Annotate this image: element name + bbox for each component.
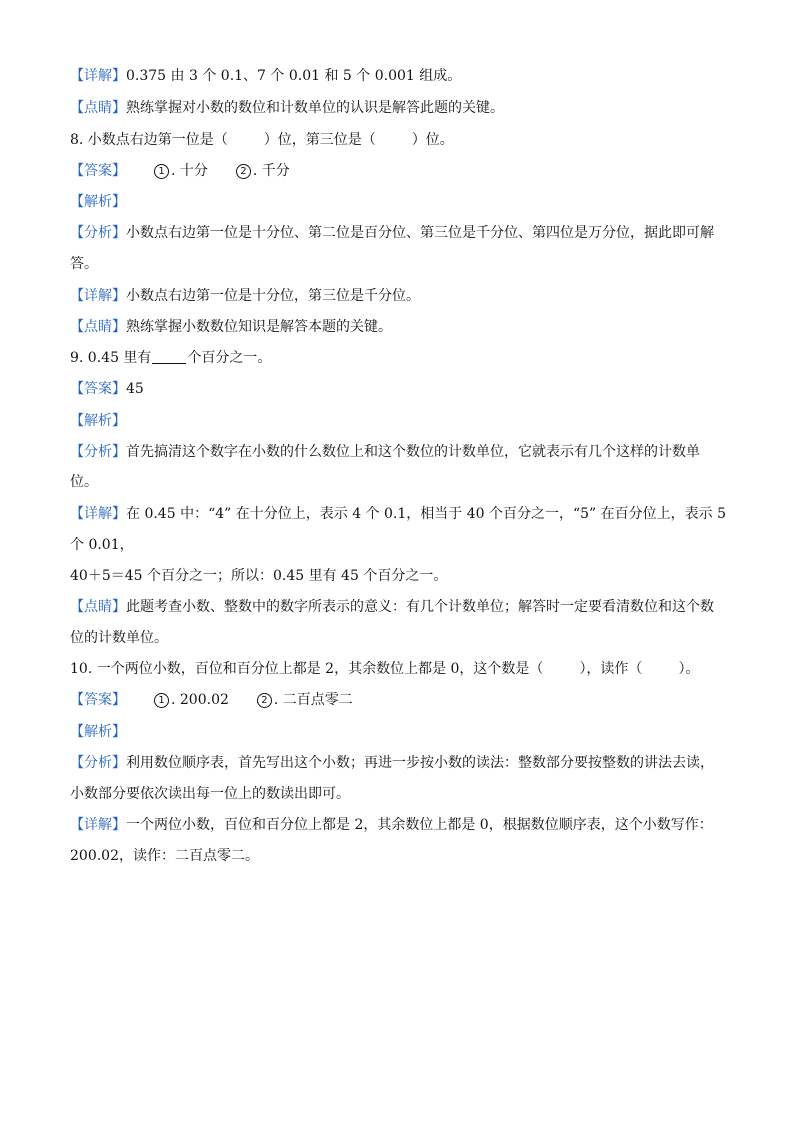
analysis-tag: 【解析】 [70,194,126,210]
q9-answer-line [70,379,730,399]
comment-text: 位的计数单位。 [70,630,168,646]
answer-item-2: 2 . 千分 [236,161,290,181]
detail-text: 个 0.01， [70,537,134,553]
circled-number-icon: 1 [154,693,169,708]
analysis-tag: 【解析】 [70,413,126,429]
breakdown-tag: 【分析】 [70,755,126,771]
q10-detail-line-1 [70,815,730,835]
q10-breakdown-line-2 [70,784,730,804]
breakdown-text: 位。 [70,474,98,490]
q8-text-c: ）位。 [411,132,454,148]
q9-breakdown-line-1 [70,442,730,462]
answer-text: 45 [126,381,144,397]
comment-text: 熟练掌握对小数的数位和计数单位的认识是解答此题的关键。 [126,100,504,116]
q9-text-a: 9. 0.45 里有 [70,350,152,366]
detail-tag: 【详解】 [70,68,126,84]
breakdown-text: 小数部分要依次读出每一位上的数读出即可。 [70,786,350,802]
q9-breakdown-line-2 [70,472,730,492]
detail-line [70,66,730,86]
q8-comment-line [70,317,730,337]
comment-text: 熟练掌握小数数位知识是解答本题的关键。 [126,319,392,335]
q10-answer-line [70,690,730,710]
q10-analysis-line [70,722,730,742]
q9-analysis-line [70,411,730,431]
breakdown-text: 小数点右边第一位是十分位、第二位是百分位、第三位是千分位、第四位是万分位，据此即可解 [126,225,714,241]
q9-text-b: 个百分之一。 [187,350,272,366]
q10-breakdown-line-1 [70,753,730,773]
question-10 [70,659,730,679]
circled-number-icon: 1 [154,164,169,179]
q10-detail-line-2 [70,846,730,866]
detail-tag: 【详解】 [70,817,126,833]
breakdown-text: 首先搞清这个数字在小数的什么数位上和这个数位的计数单位，它就表示有几个这样的计数单 [126,444,700,460]
q9-detail-line-3 [70,566,730,586]
analysis-tag: 【解析】 [70,724,126,740]
answer-item-2: 2 . 二百点零二 [257,690,353,710]
q10-text-a: 10. 一个两位小数，百位和百分位上都是 2，其余数位上都是 0，这个数是（ [70,661,544,677]
comment-tag: 【点睛】 [70,100,126,116]
q9-detail-line-2 [70,535,730,555]
detail-text: 小数点右边第一位是十分位，第三位是千分位。 [126,288,420,304]
answer-item-1: 1 . 十分 [154,161,208,181]
q9-comment-line-1 [70,597,730,617]
breakdown-text: 答。 [70,256,98,272]
q8-detail-line [70,286,730,306]
q8-breakdown-line-2 [70,254,730,274]
answer-item-1: 1 . 200.02 [154,690,229,710]
question-8 [70,130,730,150]
comment-tag: 【点睛】 [70,319,126,335]
detail-text: 200.02，读作：二百点零二。 [70,848,259,864]
detail-tag: 【详解】 [70,288,126,304]
detail-text: 在 0.45 中：“4” 在十分位上，表示 4 个 0.1，相当于 40 个百分之一，“5” 在百分位上，表示 5 [126,506,727,522]
q8-answer-line [70,161,730,181]
answer-tag: 【答案】 [70,692,126,708]
q8-breakdown-line-1 [70,223,730,243]
q9-comment-line-2 [70,628,730,648]
comment-line [70,98,730,118]
q8-analysis-line [70,192,730,212]
question-9 [70,348,730,368]
detail-text: 一个两位小数，百位和百分位上都是 2，其余数位上都是 0，根据数位顺序表，这个小数写作： [126,817,713,833]
q8-text-a: 8. 小数点右边第一位是（ [70,132,228,148]
q10-text-b: ），读作（ [579,661,643,677]
q8-text-b: ）位，第三位是（ [263,132,376,148]
detail-text: 40＋5＝45 个百分之一；所以：0.45 里有 45 个百分之一。 [70,568,448,584]
circled-number-icon: 2 [257,693,272,708]
answer-tag: 【答案】 [70,381,126,397]
comment-text: 此题考查小数、整数中的数字所表示的意义：有几个计数单位；解答时一定要看清数位和这个数 [126,599,714,615]
answer-blank [152,349,186,364]
breakdown-tag: 【分析】 [70,444,126,460]
comment-tag: 【点睛】 [70,599,126,615]
detail-tag: 【详解】 [70,506,126,522]
q10-text-c: ）。 [678,661,700,677]
answer-tag: 【答案】 [70,163,126,179]
detail-text: 0.375 由 3 个 0.1、7 个 0.01 和 5 个 0.001 组成。 [126,68,462,84]
q9-detail-line-1 [70,504,730,524]
breakdown-tag: 【分析】 [70,225,126,241]
circled-number-icon: 2 [236,164,251,179]
breakdown-text: 利用数位顺序表，首先写出这个小数；再进一步按小数的读法：整数部分要按整数的讲法去读， [126,755,714,771]
